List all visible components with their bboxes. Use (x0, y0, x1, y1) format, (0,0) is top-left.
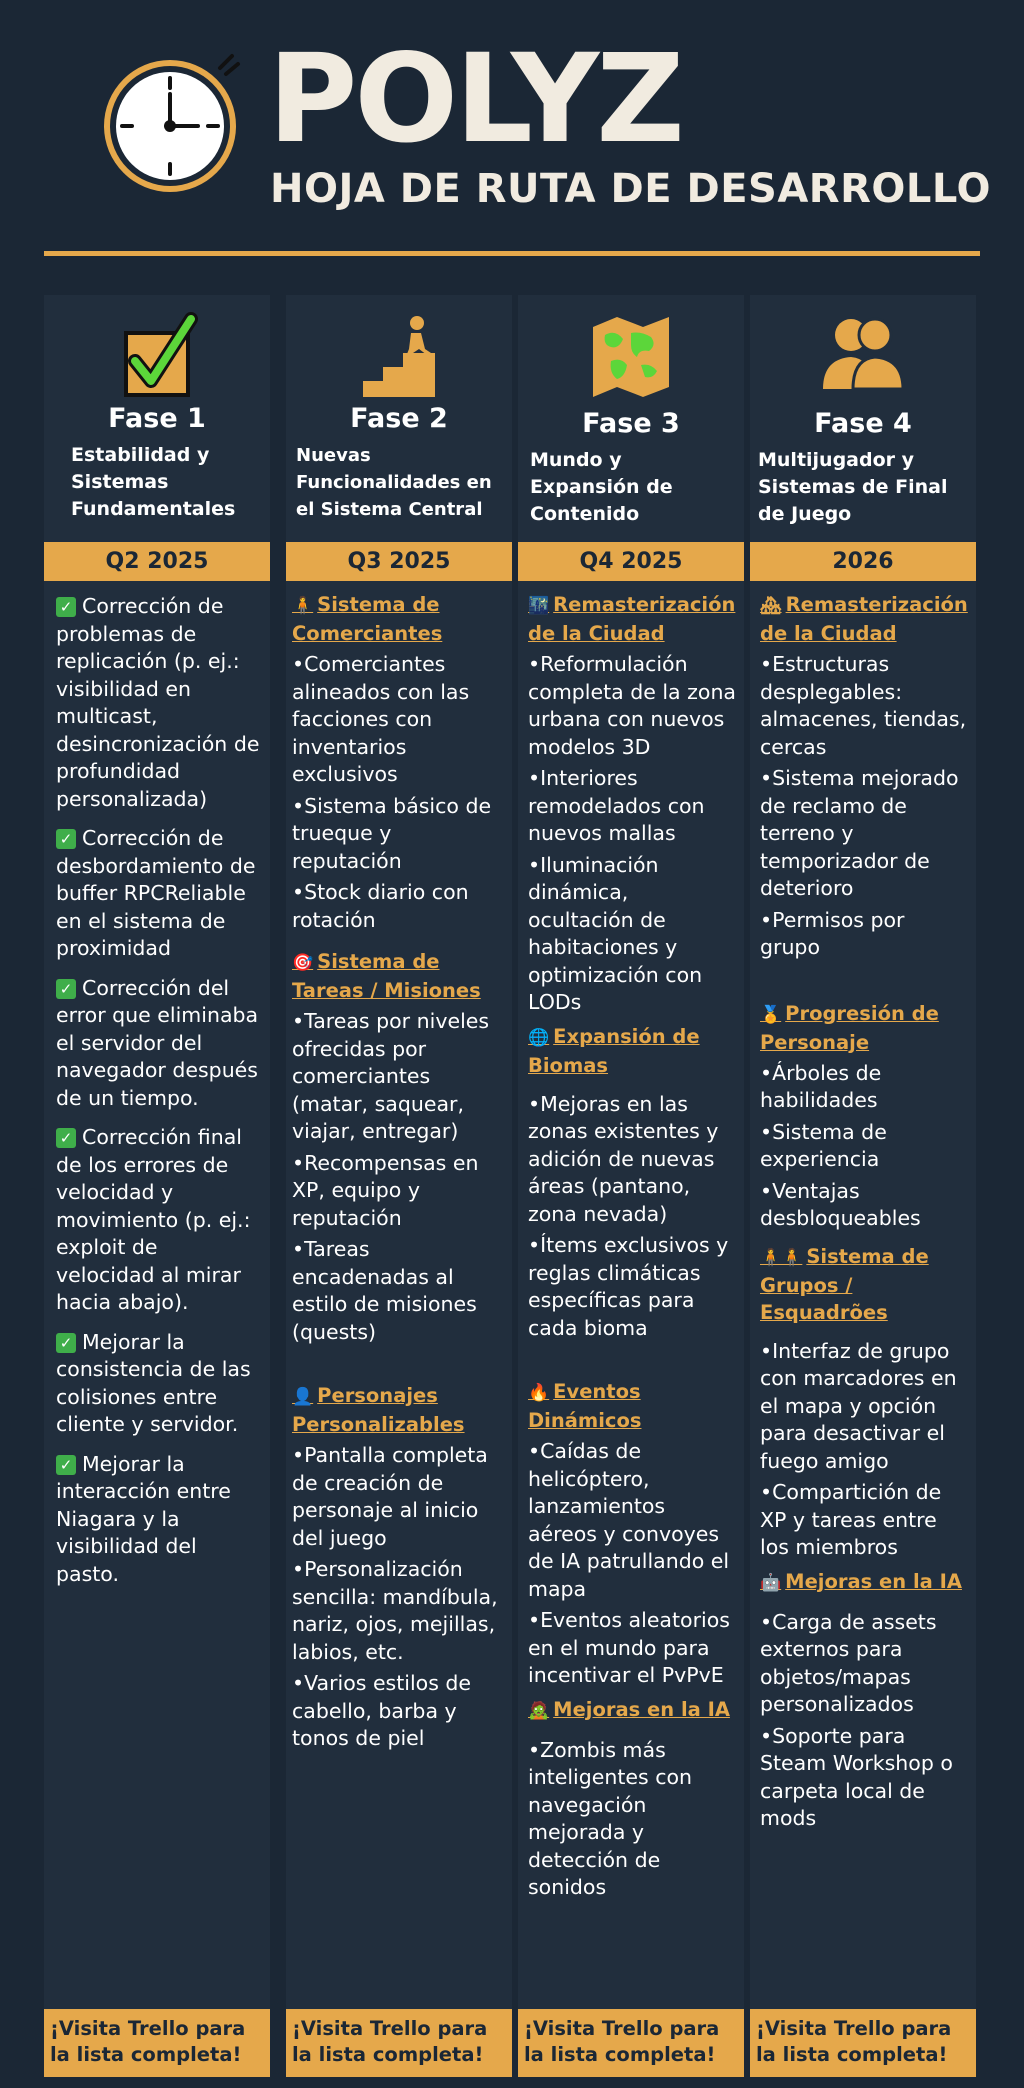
list-item: •Iluminación dinámica, ocultación de habitaciones y optimización con LODs (528, 852, 703, 1014)
list-item: •Ítems exclusivos y reglas climáticas específicas para cada bioma (528, 1233, 729, 1340)
list-item: •Sistema básico de trueque y reputación (292, 793, 492, 873)
section-title: 🏅 Progresión de Personaje (760, 1001, 939, 1054)
section-title: 🤖 Mejoras en la IA (760, 1569, 962, 1593)
clock-icon (100, 50, 246, 196)
phase-column-2 (286, 295, 512, 2077)
robot-icon: 🤖 (760, 1572, 782, 1593)
section-title: 🧟 Mejoras en la IA (528, 1697, 730, 1721)
phase-subtitle: Mundo y Expansión de Contenido (530, 449, 673, 525)
list-item: •Permisos por grupo (760, 907, 905, 959)
phase-period-badge: Q4 2025 (518, 542, 744, 581)
users-icon (813, 305, 913, 405)
map-icon (581, 305, 681, 405)
zombie-icon: 🧟 (528, 1700, 550, 1721)
check-icon: ✓ (56, 979, 76, 999)
section-title: 🌐 Expansión de Biomas (528, 1024, 700, 1077)
house-icon: 🏘 (760, 596, 782, 616)
phase-title: Fase 3 (582, 408, 680, 439)
list-item: •Mejoras en las zonas existentes y adición de nuevas áreas (pantano, zona nevada) (528, 1091, 719, 1226)
list-item: •Interiores remodelados con nuevos mallas (528, 766, 705, 845)
merchant-icon: 🧍 (292, 596, 314, 616)
list-item: •Carga de assets externos para objetos/mapas personalizados (760, 1609, 937, 1716)
phase-column-3 (518, 295, 744, 2077)
page-title: POLYZ (268, 28, 682, 170)
phase-subtitle: Multijugador y Sistemas de Final de Juego (758, 449, 948, 525)
phase-1-items (44, 593, 270, 1600)
check-icon: ✓ (56, 1455, 76, 1475)
trello-link[interactable]: ¡Visita Trello para la lista completa! (518, 2009, 744, 2077)
phase-period-badge: Q2 2025 (44, 542, 270, 581)
checkbox-icon (107, 305, 207, 405)
phase-title: Fase 1 (108, 403, 206, 434)
check-icon: ✓ (56, 597, 76, 617)
header-divider (44, 251, 980, 256)
page-subtitle: HOJA DE RUTA DE DESARROLLO (270, 166, 991, 212)
check-icon: ✓ (56, 1128, 76, 1148)
phase-1-icon-wrap (44, 305, 270, 405)
list-item: •Stock diario con rotación (292, 880, 469, 932)
phase-period-badge: 2026 (750, 542, 976, 581)
list-item: ✓ Corrección de desbordamiento de buffer RPCReliable en el sistema de proximidad (56, 826, 256, 960)
phase-4-items (750, 591, 976, 1837)
phase-2-icon-wrap (286, 305, 512, 405)
list-item: •Varios estilos de cabello, barba y tonos de piel (292, 1671, 472, 1750)
list-item: ✓ Corrección del error que eliminaba el servidor del navegador después de un tiempo. (56, 975, 259, 1110)
city-icon: 🌃 (528, 596, 550, 616)
phase-4-icon-wrap (750, 305, 976, 405)
phase-column-1 (44, 295, 270, 2077)
list-item: •Zombis más inteligentes con navegación mejorada y detección de sonidos (528, 1737, 692, 1899)
phase-title: Fase 2 (350, 403, 448, 434)
header (0, 0, 1024, 260)
list-item: •Interfaz de grupo con marcadores en el mapa y opción para desactivar el fuego amigo (760, 1338, 957, 1473)
globe-icon: 🌐 (528, 1027, 550, 1048)
section-title: 🔥 Eventos Dinámicos (528, 1380, 642, 1432)
stairs-climber-icon (349, 305, 449, 405)
list-item: •Caídas de helicóptero, lanzamientos aéreos y convoyes de IA patrullando el mapa (528, 1439, 730, 1601)
trello-link[interactable]: ¡Visita Trello para la lista completa! (44, 2009, 270, 2077)
phase-title: Fase 4 (814, 408, 912, 439)
list-item: •Compartición de XP y tareas entre los miembros (760, 1480, 942, 1559)
list-item: •Comerciantes alineados con las facciones con inventarios exclusivos (292, 652, 470, 786)
list-item: •Pantalla completa de creación de personaje al inicio del juego (292, 1443, 488, 1550)
section-title: 🎯 Sistema de Tareas / Misiones (292, 950, 481, 1002)
section-title: 🧍🧍 Sistema de Grupos / Esquadrões (760, 1244, 929, 1324)
list-item: •Eventos aleatorios en el mundo para incentivar el PvPvE (528, 1608, 730, 1687)
medal-icon: 🏅 (760, 1004, 782, 1025)
list-item: ✓ Mejorar la consistencia de las colisiones entre cliente y servidor. (56, 1329, 251, 1436)
list-item: ✓ Corrección final de los errores de velocidad y movimiento (p. ej.: exploit de velocidad al mirar hacia abajo). (56, 1125, 251, 1314)
section-title: 👤 Personajes Personalizables (292, 1384, 465, 1436)
phase-period-badge: Q3 2025 (286, 542, 512, 581)
list-item: •Árboles de habilidades (760, 1060, 882, 1112)
group-icon: 🧍🧍 (760, 1247, 803, 1268)
list-item: •Tareas por niveles ofrecidas por comerciantes (matar, saquear, viajar, entregar) (292, 1009, 490, 1143)
list-item: •Estructuras desplegables: almacenes, tiendas, cercas (760, 652, 967, 759)
list-item: •Sistema mejorado de reclamo de terreno y temporizador de deterioro (760, 766, 959, 900)
phase-3-icon-wrap (518, 305, 744, 405)
section-title: 🌃 Remasterización de la Ciudad (528, 593, 736, 645)
phase-2-items (286, 591, 512, 1757)
person-icon: 👤 (292, 1387, 314, 1407)
check-icon: ✓ (56, 1333, 76, 1353)
list-item: •Recompensas en XP, equipo y reputación (292, 1150, 479, 1230)
list-item: ✓ Mejorar la interacción entre Niagara y la visibilidad del pasto. (56, 1451, 231, 1586)
list-item: •Ventajas desbloqueables (760, 1178, 921, 1230)
list-item: ✓ Corrección de problemas de replicación (p. ej.: visibilidad en multicast, desincronización de profundidad personalizada) (56, 594, 260, 811)
trello-link[interactable]: ¡Visita Trello para la lista completa! (750, 2009, 976, 2077)
target-icon: 🎯 (292, 953, 314, 973)
list-item: •Reformulación completa de la zona urbana con nuevos modelos 3D (528, 652, 736, 759)
list-item: •Personalización sencilla: mandíbula, nariz, ojos, mejillas, labios, etc. (292, 1557, 498, 1664)
fire-icon: 🔥 (528, 1383, 550, 1403)
list-item: •Sistema de experiencia (760, 1119, 887, 1171)
list-item: •Soporte para Steam Workshop o carpeta local de mods (760, 1723, 953, 1830)
check-icon: ✓ (56, 829, 76, 849)
phase-column-4 (750, 295, 976, 2077)
phase-3-items (518, 591, 744, 1906)
section-title: 🧍 Sistema de Comerciantes (292, 593, 443, 645)
list-item: •Tareas encadenadas al estilo de misiones (quests) (292, 1237, 477, 1344)
section-title: 🏘 Remasterización de la Ciudad (760, 593, 968, 645)
phase-subtitle: Nuevas Funcionalidades en el Sistema Central (296, 445, 492, 520)
trello-link[interactable]: ¡Visita Trello para la lista completa! (286, 2009, 512, 2077)
phase-subtitle: Estabilidad y Sistemas Fundamentales (71, 444, 236, 520)
